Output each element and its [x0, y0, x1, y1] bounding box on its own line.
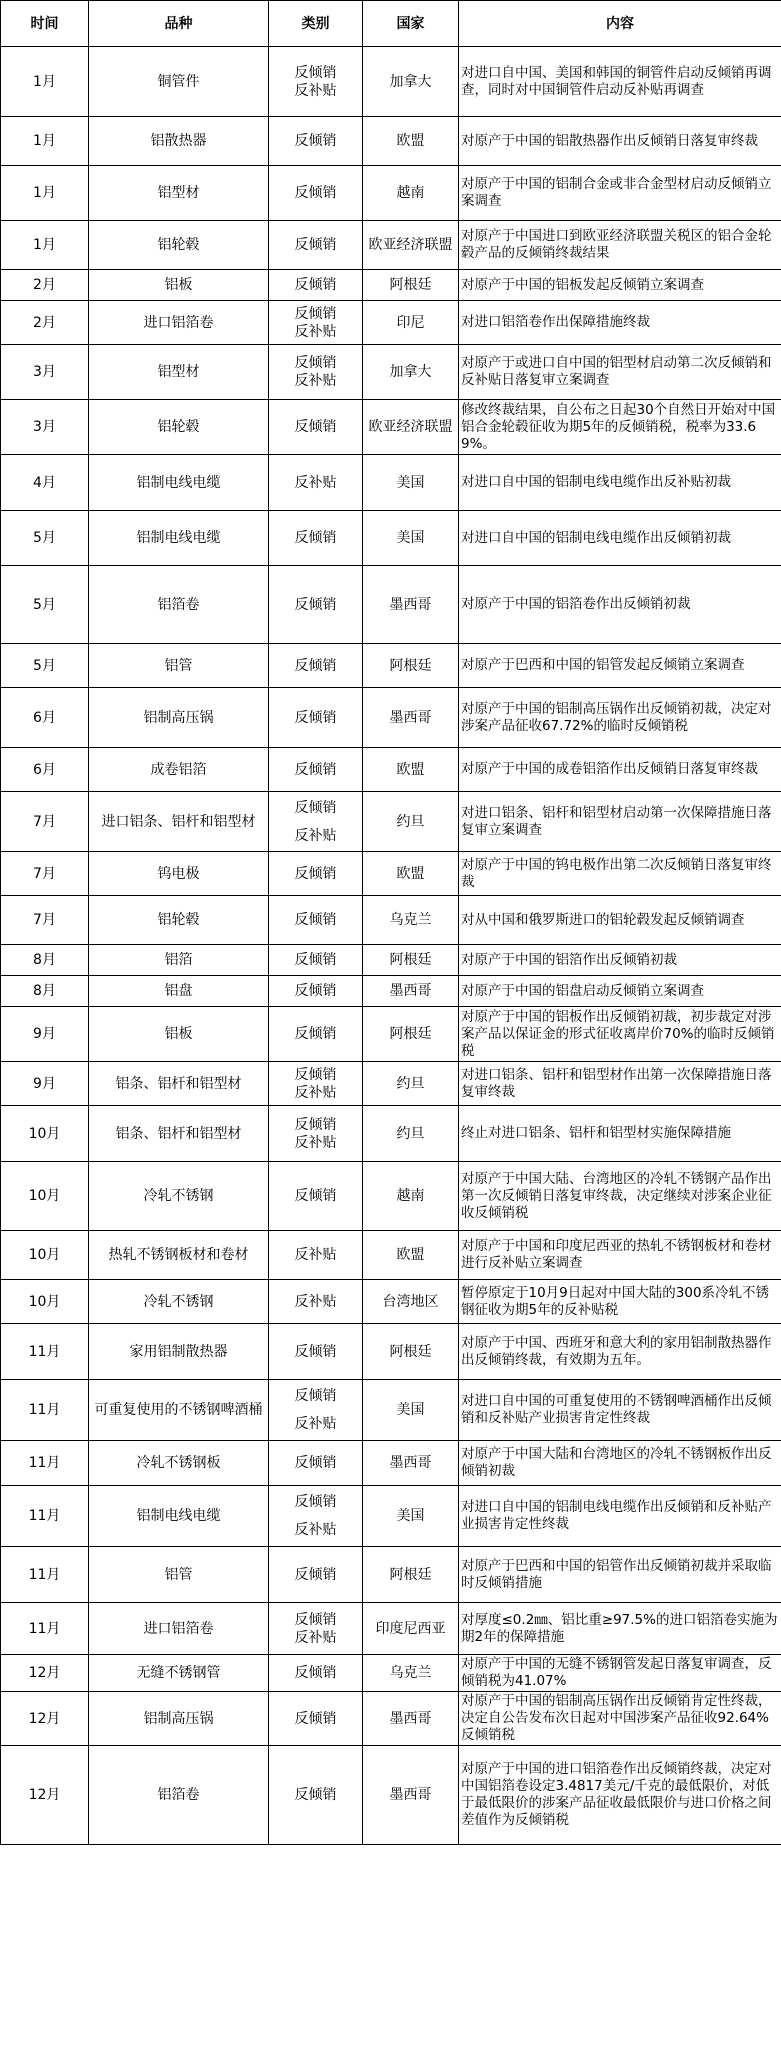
table-row	[1, 1062, 781, 1106]
cell-product: 铝制电线电缆	[89, 455, 269, 511]
cell-type: 反倾销	[269, 117, 363, 166]
cell-type: 反倾销	[269, 1162, 363, 1231]
table-row	[1, 644, 781, 688]
cell-time: 7月	[1, 896, 89, 945]
table-row	[1, 1746, 781, 1845]
table-header	[1, 1, 781, 47]
cell-product: 进口铝箔卷	[89, 1603, 269, 1655]
cell-type: 反倾销 反补贴	[269, 301, 363, 345]
cell-time: 7月	[1, 852, 89, 896]
cell-time: 1月	[1, 117, 89, 166]
cell-time: 11月	[1, 1441, 89, 1486]
cell-time: 8月	[1, 976, 89, 1007]
cell-country: 乌克兰	[363, 896, 459, 945]
cell-time: 2月	[1, 301, 89, 345]
table-row	[1, 1692, 781, 1746]
cell-time: 5月	[1, 511, 89, 566]
cell-type: 反倾销	[269, 852, 363, 896]
table-row	[1, 1441, 781, 1486]
header-product: 品种	[89, 1, 269, 47]
cell-type: 反倾销 反补贴	[269, 1380, 363, 1441]
cell-country: 加拿大	[363, 345, 459, 400]
table-row	[1, 1162, 781, 1231]
table-body	[1, 47, 781, 1845]
cell-time: 10月	[1, 1280, 89, 1324]
cell-content: 对原产于中国的铝制高压锅作出反倾销初裁，决定对涉案产品征收67.72%的临时反倾销税	[459, 688, 781, 748]
cell-product: 铝管	[89, 644, 269, 688]
cell-type: 反倾销	[269, 1547, 363, 1603]
cell-country: 约旦	[363, 792, 459, 852]
cell-content: 对进口自中国的铝制电线电缆作出反倾销和反补贴产业损害肯定性终裁	[459, 1486, 781, 1547]
cell-content: 修改终裁结果，自公布之日起30个自然日开始对中国铝合金轮毂征收为期5年的反倾销税，税率为33.69%。	[459, 400, 781, 455]
cell-time: 6月	[1, 748, 89, 792]
cell-country: 台湾地区	[363, 1280, 459, 1324]
cell-type: 反补贴	[269, 1231, 363, 1280]
cell-country: 越南	[363, 1162, 459, 1231]
cell-product: 铝型材	[89, 166, 269, 221]
cell-time: 12月	[1, 1692, 89, 1746]
cell-content: 对原产于中国的铝板发起反倾销立案调查	[459, 270, 781, 301]
cell-product: 铝箔卷	[89, 1746, 269, 1845]
cell-type: 反倾销	[269, 976, 363, 1007]
cell-time: 8月	[1, 945, 89, 976]
cell-product: 铝轮毂	[89, 221, 269, 270]
cell-country: 阿根廷	[363, 945, 459, 976]
cell-country: 美国	[363, 511, 459, 566]
cell-time: 11月	[1, 1547, 89, 1603]
cell-content: 对原产于中国的钨电极作出第二次反倾销日落复审终裁	[459, 852, 781, 896]
cell-time: 11月	[1, 1603, 89, 1655]
cell-type: 反倾销	[269, 270, 363, 301]
cell-type: 反倾销	[269, 688, 363, 748]
cell-country: 加拿大	[363, 47, 459, 117]
cell-product: 铝箔	[89, 945, 269, 976]
cell-content: 对进口铝条、铝杆和铝型材启动第一次保障措施日落复审立案调查	[459, 792, 781, 852]
cell-content: 暂停原定于10月9日起对中国大陆的300系冷轧不锈钢征收为期5年的反补贴税	[459, 1280, 781, 1324]
cell-product: 铝轮毂	[89, 400, 269, 455]
cell-type: 反倾销	[269, 1692, 363, 1746]
header-time: 时间	[1, 1, 89, 47]
cell-country: 欧盟	[363, 117, 459, 166]
cell-type: 反倾销 反补贴	[269, 792, 363, 852]
cell-type: 反倾销 反补贴	[269, 47, 363, 117]
table-row	[1, 400, 781, 455]
cell-content: 对原产于中国的铝盘启动反倾销立案调查	[459, 976, 781, 1007]
table-row	[1, 345, 781, 400]
cell-content: 对进口铝箔卷作出保障措施终裁	[459, 301, 781, 345]
cell-content: 对进口铝条、铝杆和铝型材作出第一次保障措施日落复审终裁	[459, 1062, 781, 1106]
table-row	[1, 976, 781, 1007]
table-row	[1, 1007, 781, 1062]
cell-time: 3月	[1, 345, 89, 400]
cell-content: 终止对进口铝条、铝杆和铝型材实施保障措施	[459, 1106, 781, 1162]
cell-country: 约旦	[363, 1062, 459, 1106]
cell-time: 12月	[1, 1746, 89, 1845]
cell-product: 冷轧不锈钢板	[89, 1441, 269, 1486]
cell-country: 欧盟	[363, 852, 459, 896]
cell-content: 对原产于中国和印度尼西亚的热轧不锈钢板材和卷材进行反补贴立案调查	[459, 1231, 781, 1280]
cell-content: 对厚度≤0.2㎜、铝比重≥97.5%的进口铝箔卷实施为期2年的保障措施	[459, 1603, 781, 1655]
cell-product: 铝轮毂	[89, 896, 269, 945]
cell-content: 对原产于中国、西班牙和意大利的家用铝制散热器作出反倾销终裁，有效期为五年。	[459, 1324, 781, 1380]
cell-type: 反倾销 反补贴	[269, 1106, 363, 1162]
cell-time: 9月	[1, 1007, 89, 1062]
table-row	[1, 1486, 781, 1547]
cell-product: 铝盘	[89, 976, 269, 1007]
cell-time: 5月	[1, 644, 89, 688]
cell-type: 反倾销	[269, 400, 363, 455]
header-country: 国家	[363, 1, 459, 47]
cell-type: 反倾销 反补贴	[269, 1062, 363, 1106]
table-row	[1, 1603, 781, 1655]
cell-country: 欧亚经济联盟	[363, 400, 459, 455]
cell-country: 欧亚经济联盟	[363, 221, 459, 270]
table-row	[1, 117, 781, 166]
cell-content: 对原产于中国的铝散热器作出反倾销日落复审终裁	[459, 117, 781, 166]
cell-product: 铜管件	[89, 47, 269, 117]
cell-type: 反倾销	[269, 945, 363, 976]
cell-time: 11月	[1, 1380, 89, 1441]
cell-content: 对原产于中国大陆、台湾地区的冷轧不锈钢产品作出第一次反倾销日落复审终裁，决定继续对涉案企业征收反倾销税	[459, 1162, 781, 1231]
cell-type: 反倾销	[269, 566, 363, 644]
table-row	[1, 455, 781, 511]
cell-time: 1月	[1, 221, 89, 270]
table-row	[1, 688, 781, 748]
cell-product: 家用铝制散热器	[89, 1324, 269, 1380]
header-content: 内容	[459, 1, 781, 47]
cell-type: 反倾销	[269, 644, 363, 688]
cell-product: 无缝不锈钢管	[89, 1655, 269, 1692]
cell-product: 铝制高压锅	[89, 688, 269, 748]
cell-country: 墨西哥	[363, 976, 459, 1007]
cell-content: 对从中国和俄罗斯进口的铝轮毂发起反倾销调查	[459, 896, 781, 945]
cell-product: 进口铝箔卷	[89, 301, 269, 345]
cell-country: 美国	[363, 1380, 459, 1441]
cell-type: 反倾销	[269, 1007, 363, 1062]
table-row	[1, 221, 781, 270]
cell-country: 美国	[363, 455, 459, 511]
table-row	[1, 270, 781, 301]
cell-type: 反倾销	[269, 896, 363, 945]
cell-content: 对进口自中国的铝制电线电缆作出反补贴初裁	[459, 455, 781, 511]
cell-product: 铝条、铝杆和铝型材	[89, 1106, 269, 1162]
cell-type: 反倾销 反补贴	[269, 1486, 363, 1547]
cell-content: 对进口自中国的可重复使用的不锈钢啤酒桶作出反倾销和反补贴产业损害肯定性终裁	[459, 1380, 781, 1441]
cell-type: 反倾销	[269, 511, 363, 566]
cell-country: 约旦	[363, 1106, 459, 1162]
cell-content: 对原产于中国大陆和台湾地区的冷轧不锈钢板作出反倾销初裁	[459, 1441, 781, 1486]
cell-country: 墨西哥	[363, 1746, 459, 1845]
cell-product: 铝型材	[89, 345, 269, 400]
table-row	[1, 1106, 781, 1162]
cell-type: 反倾销	[269, 748, 363, 792]
cell-time: 10月	[1, 1231, 89, 1280]
table-row	[1, 748, 781, 792]
cell-time: 12月	[1, 1655, 89, 1692]
header-type: 类别	[269, 1, 363, 47]
cell-content: 对原产于中国的铝制合金或非合金型材启动反倾销立案调查	[459, 166, 781, 221]
cell-time: 1月	[1, 166, 89, 221]
cell-type: 反倾销	[269, 1441, 363, 1486]
cell-type: 反倾销 反补贴	[269, 345, 363, 400]
cell-product: 冷轧不锈钢	[89, 1162, 269, 1231]
cell-country: 阿根廷	[363, 1547, 459, 1603]
cell-country: 印度尼西亚	[363, 1603, 459, 1655]
cell-country: 阿根廷	[363, 270, 459, 301]
cell-country: 墨西哥	[363, 566, 459, 644]
cell-product: 铝散热器	[89, 117, 269, 166]
cell-time: 4月	[1, 455, 89, 511]
table-row	[1, 47, 781, 117]
cell-product: 可重复使用的不锈钢啤酒桶	[89, 1380, 269, 1441]
table-row	[1, 566, 781, 644]
cell-type: 反倾销	[269, 1655, 363, 1692]
cell-country: 阿根廷	[363, 1324, 459, 1380]
cell-type: 反补贴	[269, 455, 363, 511]
cell-product: 冷轧不锈钢	[89, 1280, 269, 1324]
table-row	[1, 852, 781, 896]
cell-time: 5月	[1, 566, 89, 644]
cell-country: 墨西哥	[363, 688, 459, 748]
cell-country: 阿根廷	[363, 1007, 459, 1062]
cell-product: 铝板	[89, 270, 269, 301]
cell-content: 对原产于巴西和中国的铝管发起反倾销立案调查	[459, 644, 781, 688]
cell-type: 反倾销	[269, 1324, 363, 1380]
cell-country: 阿根廷	[363, 644, 459, 688]
cell-content: 对原产于中国的铝制高压锅作出反倾销肯定性终裁，决定自公告发布次日起对中国涉案产品征收92.64%反倾销税	[459, 1692, 781, 1746]
table-row	[1, 1231, 781, 1280]
cell-type: 反倾销	[269, 1746, 363, 1845]
table-row	[1, 511, 781, 566]
header-row	[1, 1, 781, 47]
cell-product: 成卷铝箔	[89, 748, 269, 792]
cell-country: 乌克兰	[363, 1655, 459, 1692]
cell-time: 11月	[1, 1486, 89, 1547]
cell-country: 墨西哥	[363, 1441, 459, 1486]
table-row	[1, 945, 781, 976]
cell-content: 对原产于或进口自中国的铝型材启动第二次反倾销和反补贴日落复审立案调查	[459, 345, 781, 400]
cell-product: 铝箔卷	[89, 566, 269, 644]
cell-time: 6月	[1, 688, 89, 748]
cell-product: 铝制高压锅	[89, 1692, 269, 1746]
table-row	[1, 792, 781, 852]
cell-product: 热轧不锈钢板材和卷材	[89, 1231, 269, 1280]
cell-product: 铝制电线电缆	[89, 511, 269, 566]
cell-product: 铝制电线电缆	[89, 1486, 269, 1547]
cell-time: 10月	[1, 1162, 89, 1231]
cell-time: 7月	[1, 792, 89, 852]
cell-content: 对原产于中国进口到欧亚经济联盟关税区的铝合金轮毂产品的反倾销终裁结果	[459, 221, 781, 270]
cell-country: 美国	[363, 1486, 459, 1547]
cell-time: 9月	[1, 1062, 89, 1106]
cell-content: 对原产于中国的进口铝箔卷作出反倾销终裁，决定对中国铝箔卷设定3.4817美元/千克的最低限价，对低于最低限价的涉案产品征收最低限价与进口价格之间差值作为反倾销税	[459, 1746, 781, 1845]
table-row	[1, 1655, 781, 1692]
cell-product: 铝管	[89, 1547, 269, 1603]
table-row	[1, 1324, 781, 1380]
cell-content: 对进口自中国的铝制电线电缆作出反倾销初裁	[459, 511, 781, 566]
cell-time: 3月	[1, 400, 89, 455]
cell-product: 铝条、铝杆和铝型材	[89, 1062, 269, 1106]
cell-product: 进口铝条、铝杆和铝型材	[89, 792, 269, 852]
cell-country: 墨西哥	[363, 1692, 459, 1746]
cell-time: 11月	[1, 1324, 89, 1380]
cell-content: 对原产于中国的铝板作出反倾销初裁，初步裁定对涉案产品以保证金的形式征收离岸价70%的临时反倾销税	[459, 1007, 781, 1062]
table-row	[1, 896, 781, 945]
table-row	[1, 301, 781, 345]
cell-time: 10月	[1, 1106, 89, 1162]
cell-type: 反倾销	[269, 166, 363, 221]
cell-content: 对原产于中国的铝箔卷作出反倾销初裁	[459, 566, 781, 644]
cell-content: 对原产于中国的铝箔作出反倾销初裁	[459, 945, 781, 976]
cell-content: 对原产于巴西和中国的铝管作出反倾销初裁并采取临时反倾销措施	[459, 1547, 781, 1603]
cell-product: 铝板	[89, 1007, 269, 1062]
cell-time: 2月	[1, 270, 89, 301]
cell-country: 欧盟	[363, 1231, 459, 1280]
cell-time: 1月	[1, 47, 89, 117]
cell-content: 对原产于中国的成卷铝箔作出反倾销日落复审终裁	[459, 748, 781, 792]
cell-product: 钨电极	[89, 852, 269, 896]
cell-country: 印尼	[363, 301, 459, 345]
table-row	[1, 1547, 781, 1603]
cell-type: 反倾销	[269, 221, 363, 270]
cell-content: 对原产于中国的无缝不锈钢管发起日落复审调查，反倾销税为41.07%	[459, 1655, 781, 1692]
cell-country: 欧盟	[363, 748, 459, 792]
table-row	[1, 1280, 781, 1324]
table-row	[1, 1380, 781, 1441]
cell-type: 反倾销 反补贴	[269, 1603, 363, 1655]
cell-type: 反补贴	[269, 1280, 363, 1324]
cell-content: 对进口自中国、美国和韩国的铜管件启动反倾销再调查，同时对中国铜管件启动反补贴再调查	[459, 47, 781, 117]
cell-country: 越南	[363, 166, 459, 221]
table-row	[1, 166, 781, 221]
